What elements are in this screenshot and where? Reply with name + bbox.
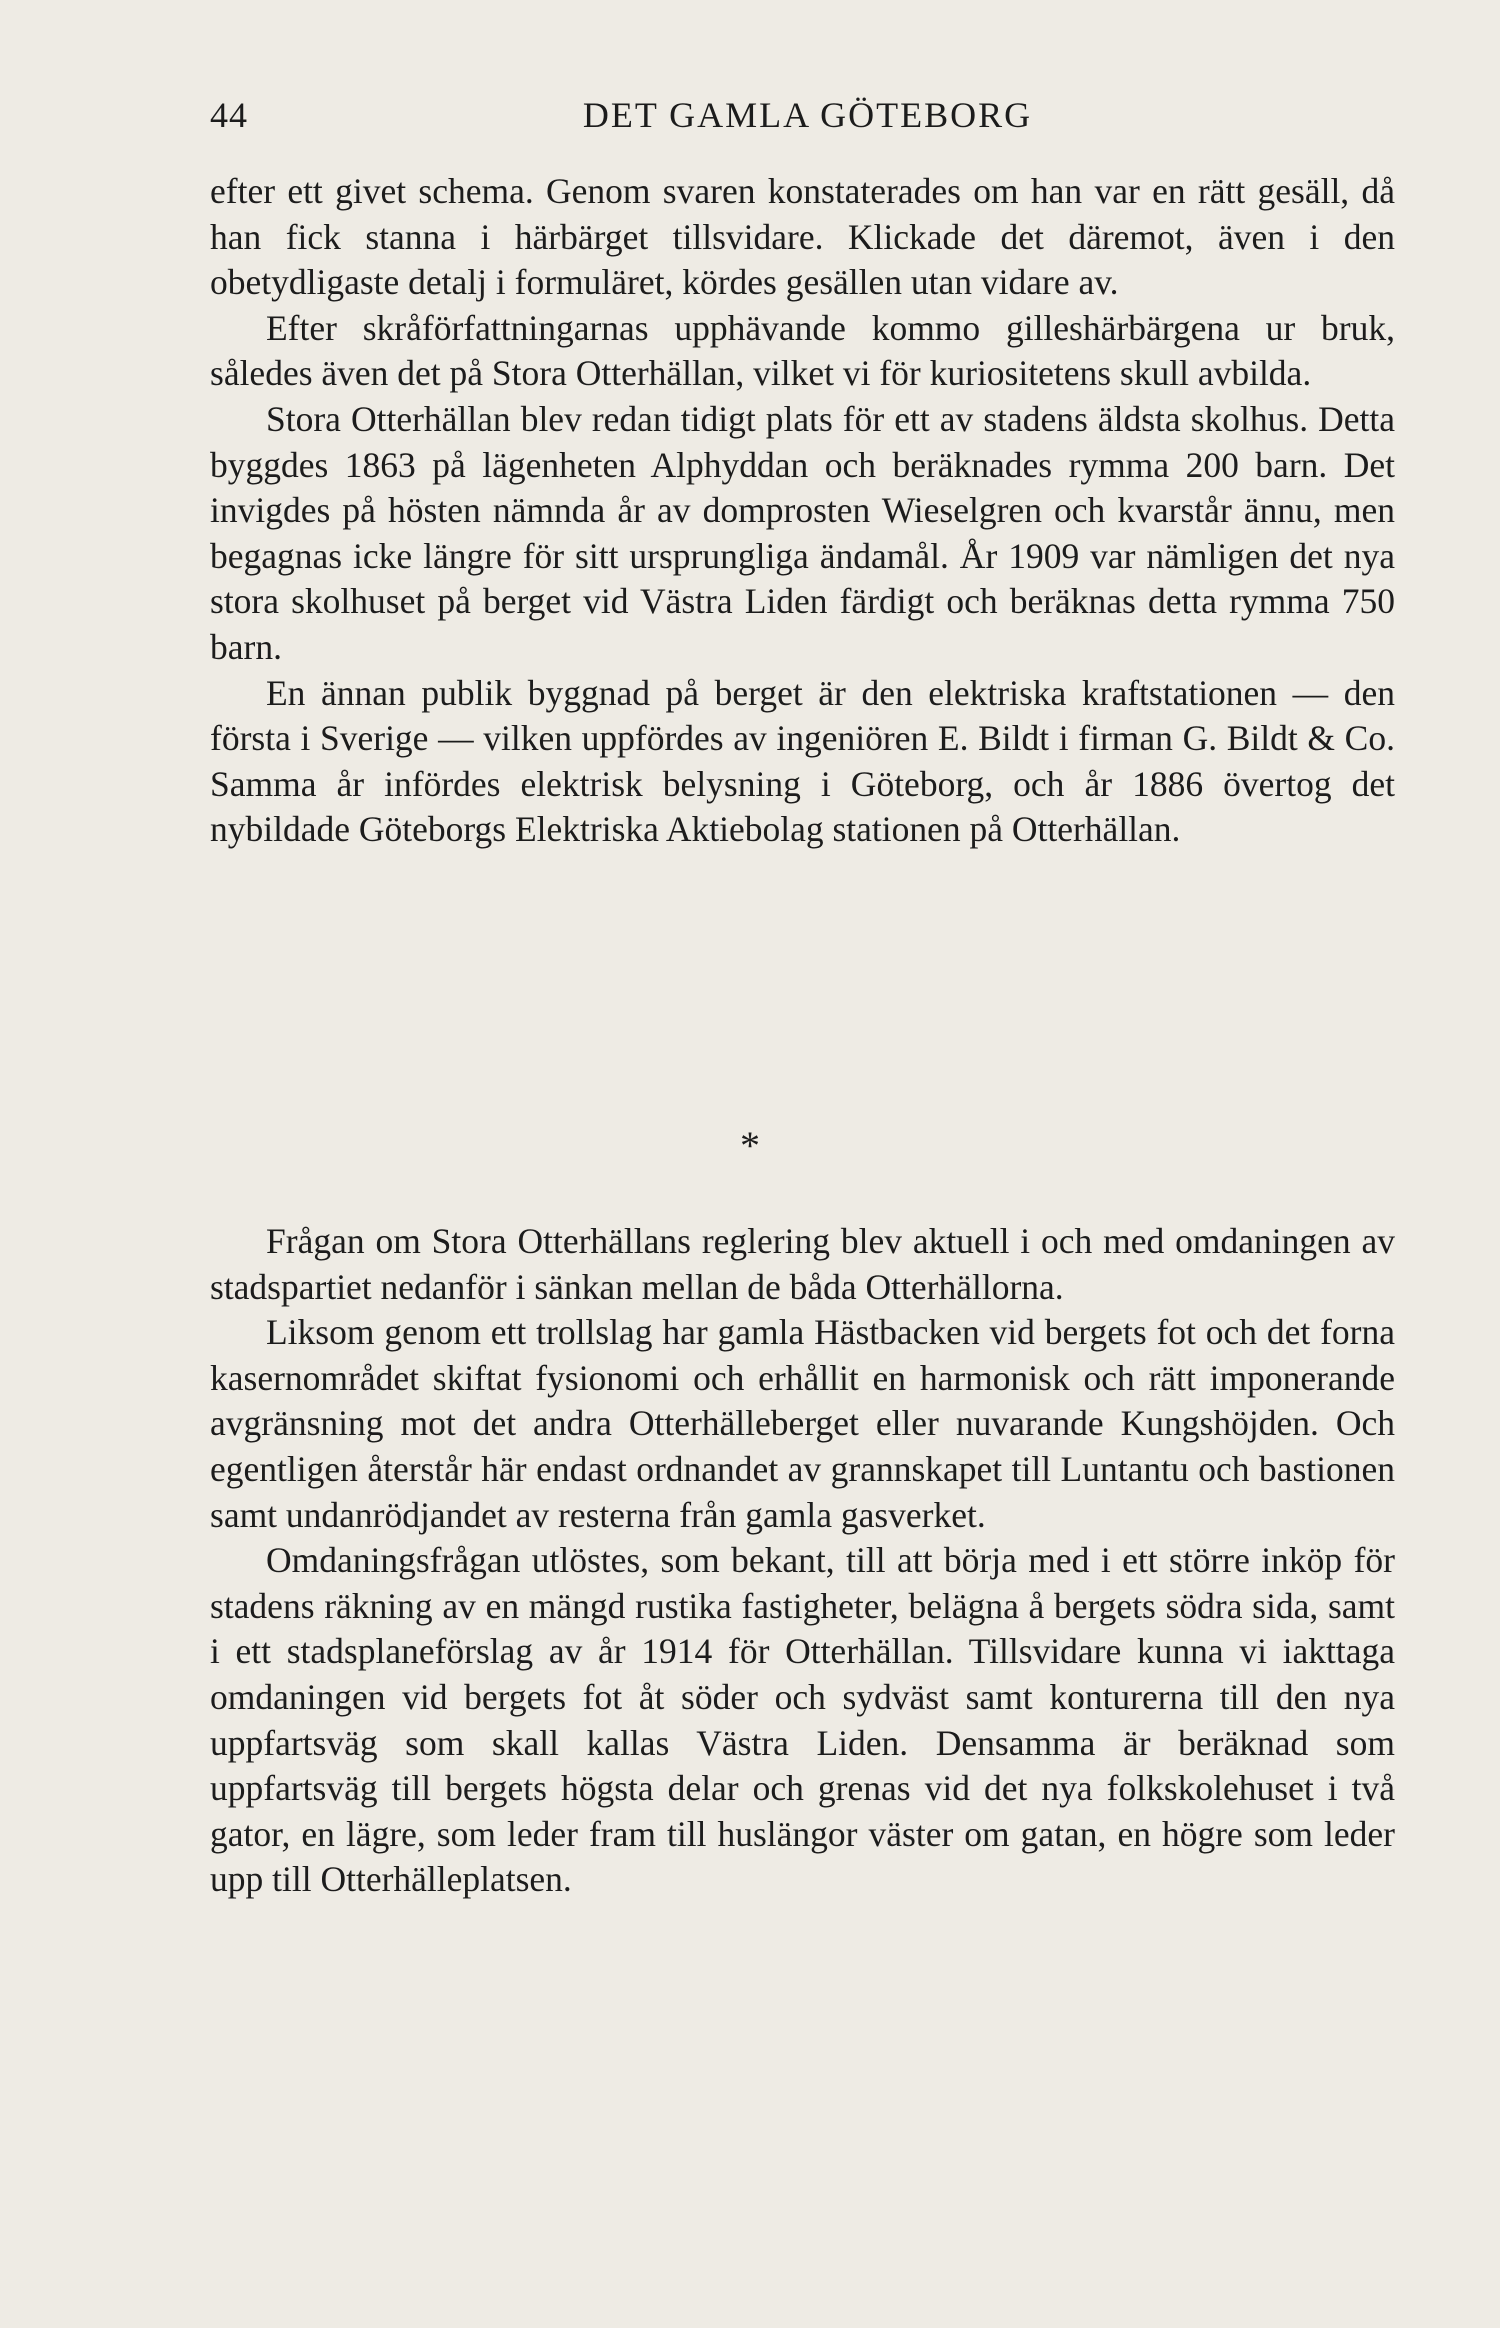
- paragraph: En ännan publik byggnad på berget är den elektriska kraftstationen — den första i Sverige — vilken uppfördes av ingeniören E. Bildt i firman G. Bildt & Co. Samma år infördes elektrisk belysning i Göteborg, och år 1886 övertog det nybildade Göteborgs Elektriska Aktiebolag stationen på Otterhällan.: [210, 672, 1395, 850]
- text-section-2: [210, 1219, 1395, 1903]
- section-separator: *: [740, 1123, 760, 1168]
- page-number: 44: [210, 95, 248, 135]
- paragraph: Liksom genom ett trollslag har gamla Hästbacken vid bergets fot och det forna kasernområdet skiftat fysionomi och erhållit en harmonisk och rätt imponerande avgränsning mot det andra Otterhälleberget eller nuvarande Kungshöjden. Och egentligen återstår här endast ordnandet av grannskapet till Luntantu och bastionen samt undanrödjandet av resterna från gamla gasverket.: [210, 1312, 1395, 1535]
- paragraph: efter ett givet schema. Genom svaren konstaterades om han var en rätt gesäll, då han fick stanna i härbärget tillsvidare. Klickade det däremot, även i den obetydligaste detalj i formuläret, kördes gesällen utan vidare av.: [210, 171, 1395, 303]
- paragraph: Efter skråförfattningarnas upphävande kommo gilleshärbärgena ur bruk, således även det på Stora Otterhällan, vilket vi för kuriositetens skull avbilda.: [210, 307, 1395, 394]
- running-title: DET GAMLA GÖTEBORG: [582, 95, 1033, 135]
- paragraph: Stora Otterhällan blev redan tidigt plats för ett av stadens äldsta skolhus. Detta byggdes 1863 på lägenheten Alphyddan och beräknades rymma 200 barn. Det invigdes på hösten nämnda år av domprosten Wieselgren och kvarstår ännu, men begagnas icke längre för sitt ursprungliga ändamål. År 1909 var nämligen det nya stora skolhuset på berget vid Västra Liden färdigt och beräknas detta rymma 750 barn.: [210, 398, 1395, 667]
- paragraph: Omdaningsfrågan utlöstes, som bekant, till att börja med i ett större inköp för stadens räkning av en mängd rustika fastigheter, belägna å bergets södra sida, samt i ett stadsplaneförslag av år 1914 för Otterhällan. Tillsvidare kunna vi iakttaga omdaningen vid bergets fot åt söder och sydväst samt konturerna till den nya uppfartsväg som skall kallas Västra Liden. Densamma är beräknad som uppfartsväg till bergets högsta delar och grenas vid det nya folkskolehuset i två gator, en lägre, som leder fram till huslängor väster om gatan, en högre som leder upp till Otterhälleplatsen.: [210, 1540, 1395, 1900]
- text-section-1: [210, 169, 1395, 853]
- page-header: [210, 94, 1405, 142]
- paragraph: Frågan om Stora Otterhällans reglering blev aktuell i och med omdaningen av stadspartiet nedanför i sänkan mellan de båda Otterhällorna.: [210, 1221, 1395, 1307]
